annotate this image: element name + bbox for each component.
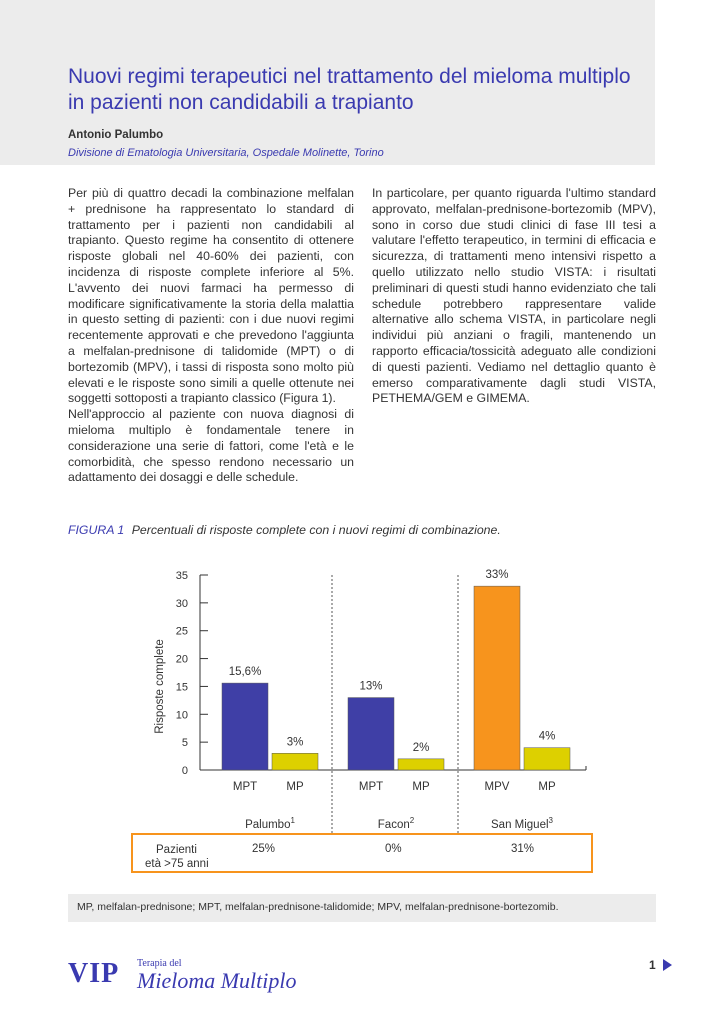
pazienti-label-line2: età >75 anni — [145, 858, 209, 870]
y-tick-label: 0 — [181, 765, 188, 777]
x-category-label: MP — [538, 781, 556, 793]
x-category-label: MP — [412, 781, 430, 793]
y-axis-label: Risposte complete — [154, 639, 166, 734]
figure-caption — [68, 523, 501, 537]
y-tick-label: 35 — [175, 570, 188, 582]
page-number: 1 — [649, 958, 656, 972]
x-category-label: MPT — [232, 781, 258, 793]
author-name: Antonio Palumbo — [68, 129, 164, 141]
footnote: MP, melfalan-prednisone; MPT, melfalan-prednisone-talidomide; MPV, melfalan-prednisone-bortezomib. — [77, 901, 559, 913]
bar-value-label: 33% — [485, 569, 509, 582]
paragraph: Nell'approccio al paziente con nuova diagnosi di mieloma multiplo è fondamentale tenere in considerazione una serie di fattori, come l'età e le comorbidità, che spesso rendono necessario un adattamento dei dosaggi e delle schedule. — [68, 407, 354, 485]
bar-value-label: 4% — [538, 730, 556, 743]
series-title-small: Terapia del — [137, 958, 182, 969]
bar-value-label: 2% — [412, 741, 430, 754]
x-category-label: MPV — [484, 781, 510, 793]
body-column-right — [372, 186, 656, 407]
study-label: Facon$^2$ — [377, 816, 415, 831]
bar-value-label: 13% — [359, 680, 383, 693]
paragraph: In particolare, per quanto riguarda l'ultimo standard approvato, melfalan-prednisone-bortezomib (MPV), sono in corso due studi clinici di fase III tesi a valutare l'effetto terapeutico, in termini di efficacia e sicurezza, di trattamenti meno intensivi rispetto a quello utilizzato nello studio VISTA: i risultati preliminari di questi studi hanno evidenziato che tali schedule potrebbero rappresentare valide alternative allo schema VISTA, in particolare negli individui più anziani o fragili, mantenendo un rapporto efficacia/tossicità adeguato alle condizioni di questi pazienti. Vediamo nel dettaglio quanto è emerso comparativamente dagli studi VISTA, PETHEMA/GEM e GIMEMA. — [372, 186, 656, 406]
figure-caption-text: Percentuali di risposte complete con i nuovi regimi di combinazione. — [131, 523, 501, 537]
y-tick-label: 10 — [175, 709, 188, 722]
pazienti-label-line1: Pazienti — [156, 844, 197, 856]
y-tick-label: 5 — [181, 737, 188, 750]
paragraph: Per più di quattro decadi la combinazione melfalan + prednisone ha rappresentato lo standard di trattamento per i pazienti non candidabili al trapianto. Questo regime ha consentito di ottenere risposte globali nel 40-60% dei pazienti, con incidenza di risposte complete inferiore al 5%. L'avvento dei nuovi farmaci ha permesso di modificare significativamente la storia della malattia in questo setting di pazienti: con i due nuovi regimi recentemente approvati e che prevedono l'aggiunta a melfalan-prednisone di talidomide (MPT) o di bortezomib (MPV), i tassi di risposta sono molto più elevati e le risposte sono simili a quelle ottenute nei soggetti sottoposti a trapianto classico (Figura 1). — [68, 186, 354, 406]
figure-label: FIGURA 1 — [68, 523, 125, 537]
bar — [474, 586, 520, 770]
article-title: Nuovi regimi terapeutici nel trattamento del mieloma multiplo in pazienti non candidabili a trapianto — [68, 65, 631, 114]
bar — [348, 698, 394, 770]
bar — [272, 753, 318, 770]
y-tick-label: 30 — [175, 597, 188, 610]
pazienti-value-facon: 0% — [385, 843, 402, 855]
author-affiliation: Divisione di Ematologia Universitaria, Ospedale Molinette, Torino — [68, 147, 384, 159]
bar — [524, 748, 570, 770]
y-tick-label: 15 — [175, 681, 188, 694]
pazienti-label — [145, 843, 209, 871]
bar-value-label: 3% — [286, 736, 304, 749]
bar-chart — [140, 565, 600, 835]
pazienti-value-palumbo: 25% — [252, 843, 276, 855]
y-tick-label: 20 — [175, 653, 188, 666]
bar — [222, 683, 268, 770]
y-tick-label: 25 — [175, 625, 188, 638]
body-column-left — [68, 186, 354, 486]
vip-logo: VIP — [68, 958, 120, 989]
study-label: Palumbo$^1$ — [245, 816, 295, 831]
bar — [398, 759, 444, 770]
x-category-label: MP — [286, 781, 304, 793]
bar-value-label: 15,6% — [228, 666, 262, 679]
study-label: San Miguel$^3$ — [491, 816, 553, 831]
next-page-arrow-icon[interactable] — [663, 959, 672, 971]
pazienti-value-sanmiguel: 31% — [511, 843, 535, 855]
series-title-large: Mieloma Multiplo — [137, 968, 297, 993]
x-category-label: MPT — [358, 781, 384, 793]
